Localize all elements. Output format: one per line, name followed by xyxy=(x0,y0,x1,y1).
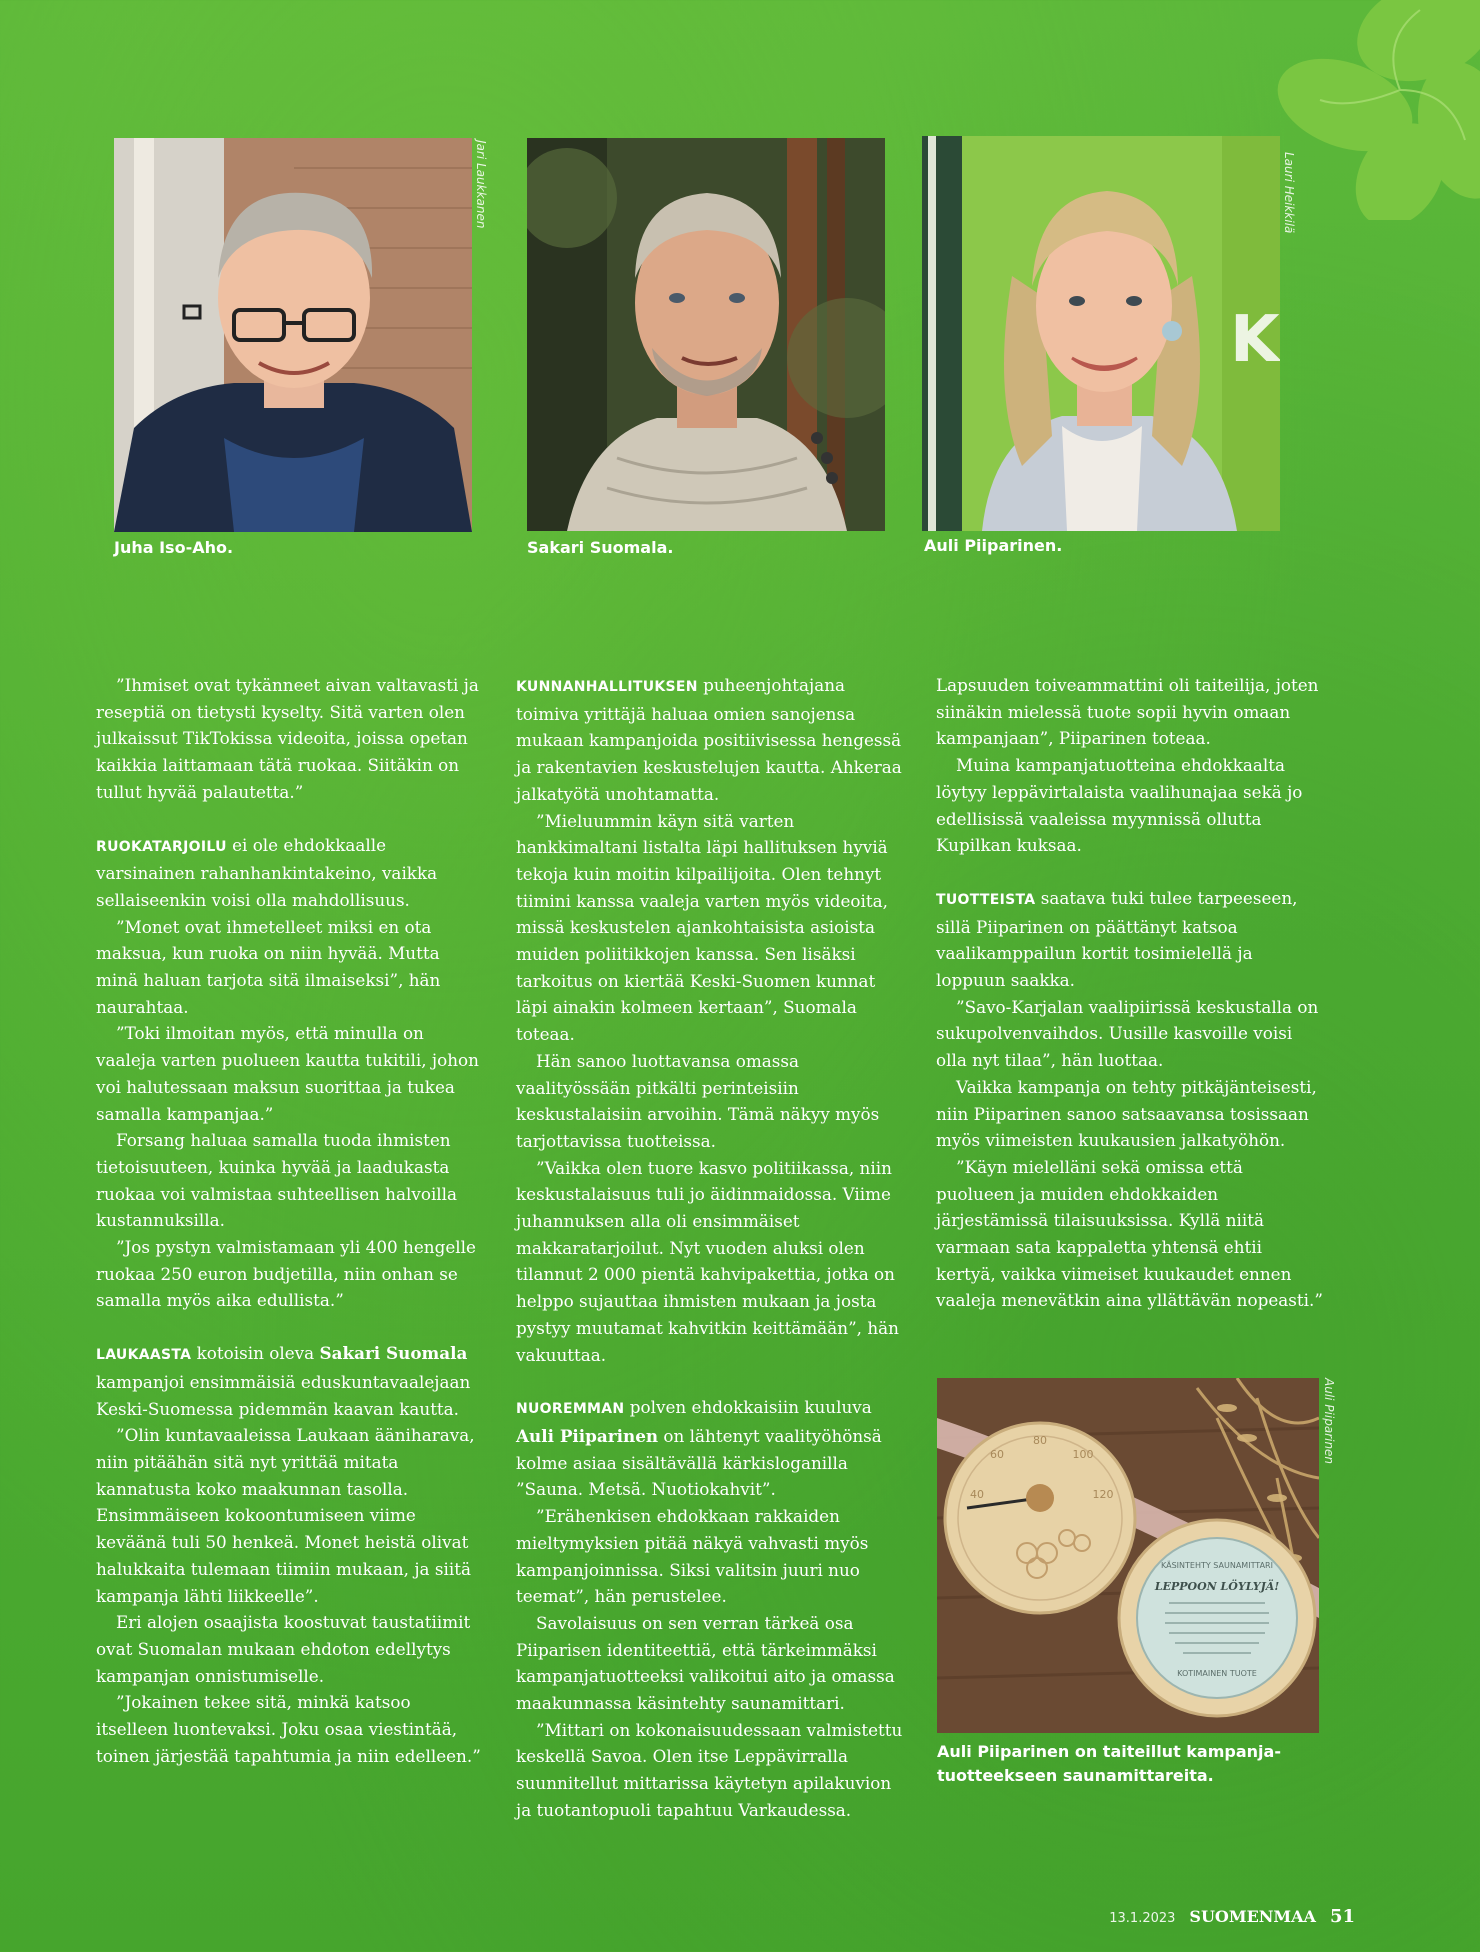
caption-line: Auli Piiparinen on taiteillut kampanja- xyxy=(937,1742,1281,1761)
paragraph: ”Erähenkisen ehdokkaan rakkaiden mieltymyksien pitää näkyä vahvasti myös kampanjoinnissa. Siksi valitsin juuri nuo teemat”, hän perustelee. xyxy=(516,1506,869,1607)
gauge-label-bottom: KOTIMAINEN TUOTE xyxy=(1177,1669,1257,1678)
gauge-label-title: LEPPOON LÖYLYJÄ! xyxy=(1154,1580,1280,1593)
caption-auli: Auli Piiparinen. xyxy=(924,536,1063,555)
gauge-tick: 120 xyxy=(1092,1488,1114,1501)
lead-word: RUOKATARJOILU xyxy=(96,838,227,855)
paragraph-text: puheenjohtajana toimiva yrittäjä haluaa omien sanojensa mukaan kampanjoida positiivisessa hengessä ja rakentavien keskustelujen kautta. Ahkeraa jalkatyötä unohtamatta. xyxy=(516,675,902,804)
paragraph: ”Mieluummin käyn sitä varten hankkimaltani listalta läpi hallituksen hyviä tekoja kuin moitin kilpailijoita. Olen tehnyt tiimini kanssa vaaleja varten myös videoita, missä keskustelen ajankohtaisista asioista muiden poliitikkojen kanssa. Sen lisäksi tarkoitus on kiertää Keski-Suomen kunnat läpi ainakin kolmeen kertaan”, Suomala toteaa. xyxy=(516,810,888,1045)
paragraph-text: kotoisin oleva xyxy=(191,1343,320,1364)
lead-word: KUNNANHALLITUKSEN xyxy=(516,679,698,695)
paragraph: Hän sanoo luottavansa omassa vaalityössään pitkälti perinteisiin keskustalaisiin arvoihin. Tämä näkyy myös tarjottavissa tuotteissa. xyxy=(516,1050,880,1151)
paragraph-text: polven ehdokkaisiin kuuluva xyxy=(624,1397,872,1418)
page-number: 51 xyxy=(1329,1906,1355,1927)
photo-credit-product: Auli Piiparinen xyxy=(1322,1378,1336,1465)
paragraph xyxy=(96,832,484,914)
paragraph: Forsang haluaa samalla tuoda ihmisten tietoisuuteen, kuinka hyvää ja laadukasta ruokaa voi valmistaa suhteellisen halvoilla kustannuksilla. xyxy=(96,1130,458,1231)
portrait-photo-juha xyxy=(114,138,472,532)
lead-word: LAUKAASTA xyxy=(96,1347,192,1364)
paragraph: ”Olin kuntavaaleissa Laukaan ääniharava, niin pitäähän sitä nyt yrittää mitata kannatusta koko maakunnan tasolla. Ensimmäiseen kokoontumiseen viime keväänä tuli 50 henkeä. Monet heistä olivat halukkaita tulemaan tiimiin mukaan, ja siitä kampanja lähti liikkeelle”. xyxy=(96,1425,475,1606)
paragraph xyxy=(96,1340,484,1422)
svg-text:K: K xyxy=(1230,303,1280,377)
gauge-label-top: KÄSINTEHTY SAUNAMITTARI xyxy=(1161,1561,1273,1570)
paragraph: ”Jos pystyn valmistamaan yli 400 hengelle ruokaa 250 euron budjetilla, niin onhan se samalla myös aika edullista.” xyxy=(96,1237,476,1311)
paragraph: Eri alojen osaajista koostuvat taustatiimit ovat Suomalan mukaan ehdoton edellytys kampanjan onnistumiselle. xyxy=(96,1612,471,1686)
paragraph xyxy=(516,672,904,808)
gauge-tick: 40 xyxy=(970,1488,984,1501)
article-column-3 xyxy=(936,672,1324,1314)
gauge-tick: 100 xyxy=(1072,1448,1094,1461)
paragraph: Vaikka kampanja on tehty pitkäjänteisesti, niin Piiparinen sanoo satsaavansa tosissaan myös viimeisten kuukausien jalkatyöhön. xyxy=(936,1076,1317,1151)
article-column-1 xyxy=(96,672,484,1769)
product-photo-sauna-gauge xyxy=(937,1378,1319,1733)
article-column-2 xyxy=(516,672,904,1824)
gauge-tick: 60 xyxy=(990,1448,1004,1461)
person-name: Sakari Suomala xyxy=(319,1343,468,1364)
page-footer xyxy=(1109,1906,1355,1927)
paragraph: Savolaisuus on sen verran tärkeä osa Piiparisen identiteettiä, että tärkeimmäksi kampanjatuotteeksi valikoitui aito ja omassa maakunnassa käsintehty saunamittari. xyxy=(516,1612,895,1714)
gauge-tick: 80 xyxy=(1033,1434,1047,1447)
paragraph: Muina kampanjatuotteina ehdokkaalta löytyy leppävirtalaista vaalihunajaa sekä jo edellisissä vaaleissa myynnissä ollutta Kupilkan kuksaa. xyxy=(936,755,1303,856)
caption-product xyxy=(937,1740,1281,1788)
paragraph xyxy=(936,885,1324,994)
caption-juha: Juha Iso-Aho. xyxy=(114,538,234,557)
paragraph: ”Mittari on kokonaisuudessaan valmistettu keskellä Savoa. Olen itse Leppävirralla suunnitellut mittarissa käytetyn apilakuvion ja tuotantopuoli tapahtuu Varkaudessa. xyxy=(516,1719,903,1820)
lead-word: TUOTTEISTA xyxy=(936,891,1036,908)
paragraph-text: kampanjoi ensimmäisiä eduskuntavaalejaan Keski-Suomessa pidemmän kaavan kautta. xyxy=(96,1371,471,1419)
paragraph: ”Savo-Karjalan vaalipiirissä keskustalla on sukupolvenvaihdos. Uusille kasvoille voisi olla nyt tilaa”, hän luottaa. xyxy=(936,996,1319,1071)
magazine-name: SUOMENMAA xyxy=(1189,1907,1316,1926)
paragraph xyxy=(516,1394,904,1503)
paragraph: Lapsuuden toiveammattini oli taiteilija, joten siinäkin mielessä tuote sopii hyvin omaan kampanjaan”, Piiparinen toteaa. xyxy=(936,675,1319,749)
photo-credit-3: Lauri Heikkilä xyxy=(1282,152,1296,234)
paragraph: ”Vaikka olen tuore kasvo politiikassa, niin keskustalaisuus tuli jo äidinmaidossa. Viime juhannuksen alla oli ensimmäiset makkaratarjoilut. Nyt vuoden aluksi olen tilannut 2 000 pientä kahvipakettia, jotka on helppo sujauttaa ihmisten mukaan ja josta pystyy muutamat kahvitkin keittämään”, hän vakuuttaa. xyxy=(516,1157,899,1365)
photo-credit-1: Jari Laukkanen xyxy=(474,140,488,229)
caption-sakari: Sakari Suomala. xyxy=(527,538,674,557)
issue-date: 13.1.2023 xyxy=(1109,1911,1176,1926)
paragraph-text: on lähtenyt vaalityöhönsä kolme asiaa sisältävällä kärkisloganilla ”Sauna. Metsä. Nuotiokahvit”. xyxy=(516,1425,882,1500)
person-name: Auli Piiparinen xyxy=(516,1425,659,1446)
portrait-photo-sakari xyxy=(527,138,885,531)
paragraph: ”Monet ovat ihmetelleet miksi en ota maksua, kun ruoka on niin hyvää. Mutta minä haluan tarjota sitä ilmaiseksi”, hän naurahtaa. xyxy=(96,916,441,1017)
paragraph-text: saatava tuki tulee tarpeeseen, sillä Piiparinen on päättänyt katsoa vaalikamppailun kortit tosimielellä ja loppuun saakka. xyxy=(936,887,1298,991)
portrait-photo-auli xyxy=(922,136,1280,531)
paragraph: ”Käyn mielelläni sekä omissa että puolueen ja muiden ehdokkaiden järjestämissä tilaisuuksissa. Kyllä niitä varmaan sata kappaletta yhtensä ehtii kertyä, vaikka viimeiset kuukaudet ennen vaaleja menevätkin aina yllättävän nopeasti.” xyxy=(936,1156,1323,1311)
paragraph: ”Toki ilmoitan myös, että minulla on vaaleja varten puolueen kautta tukitili, johon voi halutessaan maksun suorittaa ja tukea samalla kampanjaa.” xyxy=(96,1023,479,1124)
paragraph: ”Ihmiset ovat tykänneet aivan valtavasti ja reseptiä on tietysti kyselty. Sitä varten olen julkaissut TikTokissa videoita, joissa opetan kaikkia laittamaan tätä ruokaa. Siitäkin on tullut hyvää palautetta.” xyxy=(96,675,479,802)
lead-word: NUOREMMAN xyxy=(516,1401,625,1418)
paragraph-text: ei ole ehdokkaalle varsinainen rahanhankintakeino, vaikka sellaiseenkin voisi olla mahdollisuus. xyxy=(96,834,438,910)
caption-line: tuotteekseen saunamittareita. xyxy=(937,1766,1214,1785)
paragraph: ”Jokainen tekee sitä, minkä katsoo itselleen luontevaksi. Joku osaa viestintää, toinen järjestää tapahtumia ja niin edelleen.” xyxy=(96,1692,481,1766)
